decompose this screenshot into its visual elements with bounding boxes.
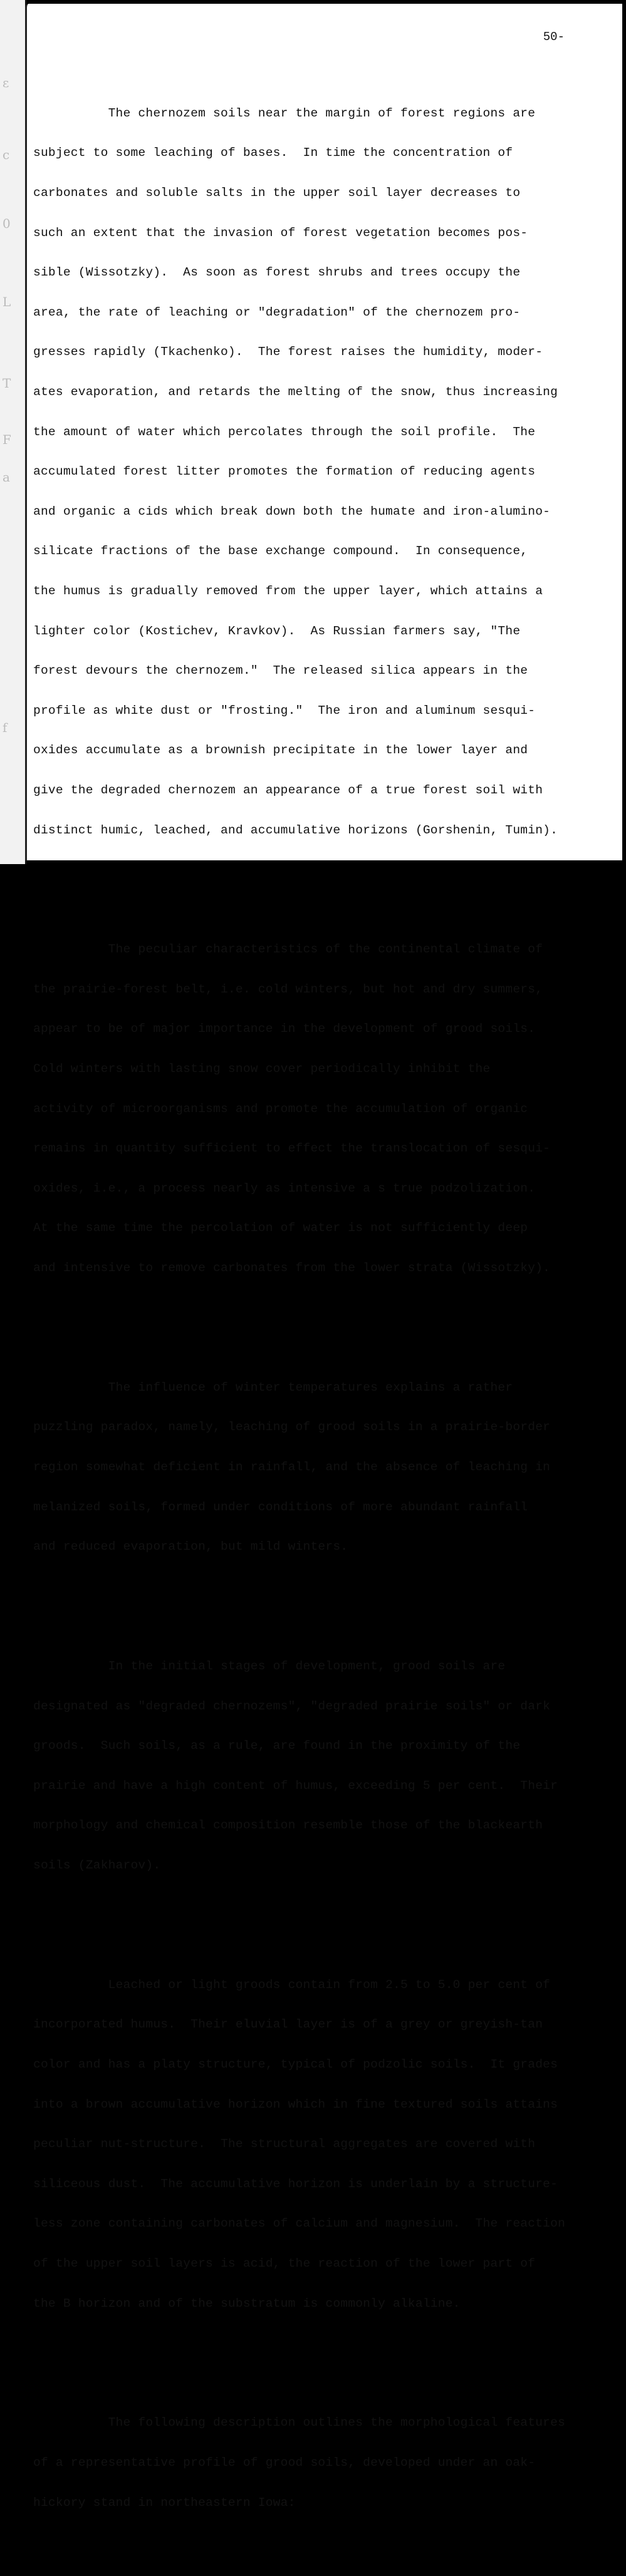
- text-line: soils (Zakharov).: [33, 1858, 161, 1872]
- text-line: The peculiar characteristics of the continental climate of: [33, 942, 543, 957]
- bleed-mark: a: [3, 470, 10, 485]
- text-line: the B horizon and of the substratum is commonly alkaline.: [33, 2296, 461, 2311]
- bleed-mark: c: [3, 147, 10, 162]
- text-line: such an extent that the invasion of forest vegetation becomes pos-: [33, 225, 528, 240]
- text-line: profile as white dust or "frosting." The iron and aluminum sesqui-: [33, 703, 536, 718]
- page-number: 50-: [543, 30, 565, 44]
- text-line: accumulated forest litter promotes the formation of reducing agents: [33, 465, 536, 479]
- bleed-mark: f: [3, 720, 8, 735]
- text-line: puzzling paradox, namely, leaching of grood soils in a prairie-border: [33, 1420, 551, 1435]
- text-line: activity of microorganisms and promote the accumulation of organic: [33, 1101, 528, 1116]
- text-line: hickory stand in northeastern Iowa:: [33, 2495, 296, 2510]
- bleed-mark: L: [3, 294, 11, 309]
- text-line: area, the rate of leaching or "degradation" of the chernozem pro-: [33, 305, 521, 319]
- text-line: gresses rapidly (Tkachenko). The forest raises the humidity, moder-: [33, 345, 543, 359]
- paragraph-1: [33, 80, 622, 863]
- text-line: the humus is gradually removed from the upper layer, which attains a: [33, 584, 543, 598]
- text-line: peculiar nut-structure. The structural aggregates are covered with: [33, 2137, 536, 2151]
- text-line: appear to be of major importance in the development of grood soils.: [33, 1022, 536, 1036]
- text-line: The following description outlines the morphological features: [33, 2416, 566, 2430]
- text-line: At the same time the percolation of water is not sufficiently deep: [33, 1221, 528, 1235]
- text-line: designated as "degraded chernozems", "degraded prairie soils" or dark: [33, 1699, 551, 1713]
- text-line: of the upper soil layers is acid, the reaction of the lower part of: [33, 2256, 536, 2270]
- bleed-mark: F: [3, 432, 11, 447]
- text-line: region somewhat deficient in rainfall, and the absence of leaching in: [33, 1460, 551, 1475]
- paragraph-5: [33, 1952, 622, 2337]
- underlying-page-edge: [0, 0, 27, 864]
- text-line: silicate fractions of the base exchange compound. In consequence,: [33, 544, 528, 559]
- text-line: In the initial stages of development, grood soils are: [33, 1659, 506, 1674]
- text-line: and reduced evaporation, but mild winters.: [33, 1540, 348, 1554]
- text-line: subject to some leaching of bases. In time the concentration of: [33, 146, 513, 160]
- text-line: color and has a platy structure, typical of podzolic soils. It grades: [33, 2057, 558, 2071]
- text-line: into a brown accumulative horizon which in fine textured soils attains: [33, 2097, 558, 2111]
- text-line: remains in quantity sufficient to effect the translocation of sesqui-: [33, 1141, 551, 1156]
- bleed-mark: 0: [3, 216, 11, 231]
- paragraph-4: [33, 1634, 622, 1899]
- text-line: sible (Wissotzky). As soon as forest shrubs and trees occupy the: [33, 265, 521, 280]
- text-line: and intensive to remove carbonates from the lower strata (Wissotzky).: [33, 1261, 551, 1275]
- text-line: of a representative profile of grood soils, developed under an oak-: [33, 2455, 536, 2470]
- bleed-mark: T: [3, 376, 11, 391]
- text-line: forest devours the chernozem." The released silica appears in the: [33, 664, 528, 678]
- body-text: [33, 54, 622, 2576]
- text-line: prairie and have a high content of humus, exceeding 5 per cent. Their: [33, 1778, 558, 1793]
- text-line: siliceous dust. The accumulative horizon is underlain by a structure-: [33, 2177, 558, 2191]
- text-line: the prairie-forest belt, i.e. cold winters, but hot and dry summers,: [33, 982, 543, 996]
- bleed-mark: ε: [3, 75, 9, 90]
- text-line: distinct humic, leached, and accumulative horizons (Gorshenin, Tumin).: [33, 823, 558, 837]
- text-line: give the degraded chernozem an appearance of a true forest soil with: [33, 783, 543, 797]
- text-line: melanized soils, formed under conditions of more abundant rainfall: [33, 1500, 528, 1514]
- text-line: incorporated humus. Their eluvial layer is of a grey or greyish-tan: [33, 2017, 543, 2032]
- text-line: The influence of winter temperatures explains a rather: [33, 1380, 513, 1394]
- document-page: [25, 4, 622, 2510]
- text-line: the amount of water which percolates through the soil profile. The: [33, 425, 536, 439]
- text-line: groods. Such soils, as a rule, are found in the proximity of the: [33, 1739, 521, 1753]
- paragraph-2: [33, 917, 622, 1302]
- text-line: and organic a cids which break down both the humate and iron-alumino-: [33, 504, 551, 518]
- paragraph-6: [33, 2390, 622, 2536]
- paragraph-3: [33, 1354, 622, 1580]
- text-line: carbonates and soluble salts in the upper soil layer decreases to: [33, 186, 521, 200]
- text-line: oxides, i.e., a process nearly as intensive a s true podzolization.: [33, 1181, 536, 1195]
- text-line: Leached or light groods contain from 2.5 to 5.0 per cent of: [33, 1977, 551, 1992]
- text-line: oxides accumulate as a brownish precipitate in the lower layer and: [33, 743, 528, 758]
- text-line: ates evaporation, and retards the melting of the snow, thus increasing: [33, 384, 558, 399]
- text-line: The chernozem soils near the margin of forest regions are: [33, 106, 536, 120]
- text-line: morphology and chemical composition resemble those of the blackearth: [33, 1818, 543, 1833]
- text-line: lighter color (Kostichev, Kravkov). As Russian farmers say, "The: [33, 624, 521, 638]
- text-line: less zone containing carbonates of calcium and magnesium. The reaction: [33, 2217, 566, 2231]
- text-line: Cold winters with lasting snow cover periodically inhibit the: [33, 1062, 491, 1076]
